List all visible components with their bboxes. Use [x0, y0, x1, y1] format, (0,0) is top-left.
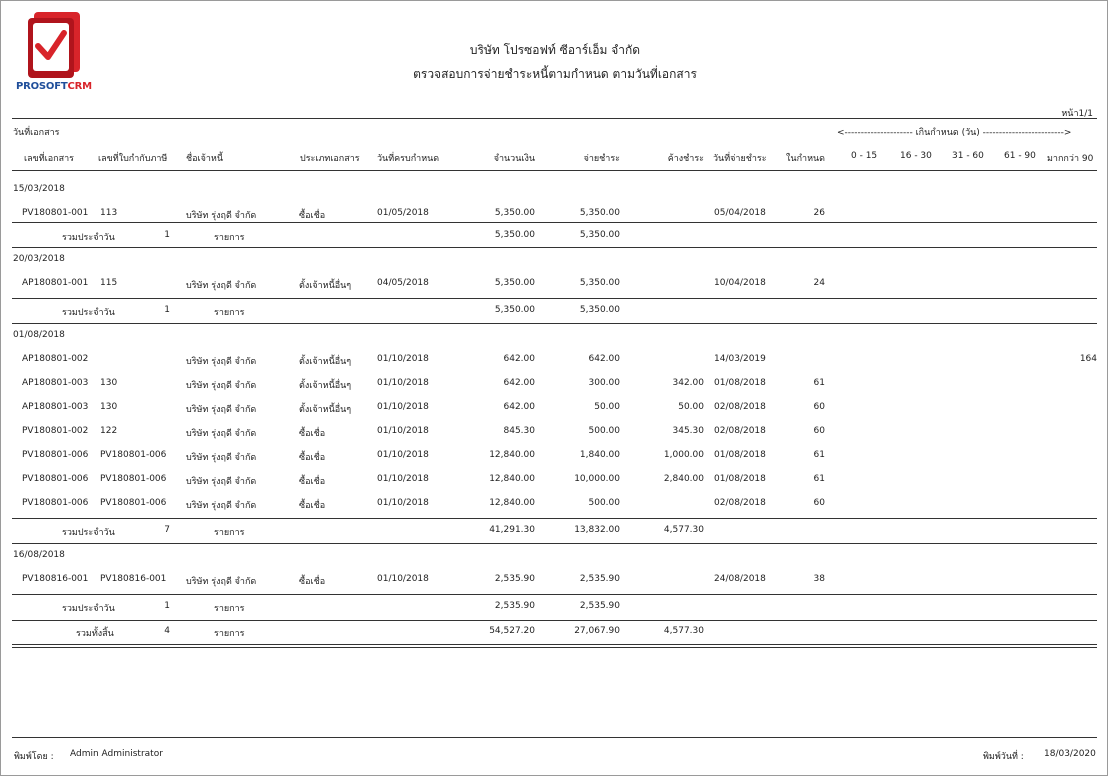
row-amount: 5,350.00: [494, 208, 535, 218]
header-bottom-rule: [12, 170, 1097, 171]
column-overdue-range: <--------------------- เกินกำหนด (วัน) ------------------------->: [837, 128, 1072, 138]
row-doc-no: PV180801-001: [22, 208, 89, 218]
row-creditor: บริษัท รุ่งฤดี จำกัด: [186, 211, 257, 221]
column-overdue-16-30: 16 - 30: [900, 151, 932, 161]
row-within-due: 60: [813, 498, 825, 508]
printed-by-label: พิมพ์โดย :: [14, 752, 54, 762]
row-doc-type: ซื้อเชื่อ: [299, 429, 326, 439]
summary-label: รวมประจำวัน: [62, 308, 115, 318]
grand-total-rule-1: [12, 644, 1097, 645]
row-creditor: บริษัท รุ่งฤดี จำกัด: [186, 577, 257, 587]
row-paid: 5,350.00: [579, 208, 620, 218]
summary-amount: 5,350.00: [494, 305, 535, 315]
row-tax-invoice: PV180801-006: [100, 450, 167, 460]
row-paid: 300.00: [588, 378, 620, 388]
row-paid: 642.00: [588, 354, 620, 364]
row-creditor: บริษัท รุ่งฤดี จำกัด: [186, 501, 257, 511]
print-date-value: 18/03/2020: [1044, 749, 1096, 759]
row-overdue-over-90: 164: [1079, 354, 1097, 364]
summary-amount: 41,291.30: [489, 525, 535, 535]
row-doc-no: PV180801-002: [22, 426, 89, 436]
row-paid: 10,000.00: [574, 474, 620, 484]
row-pay-date: 24/08/2018: [714, 574, 766, 584]
summary-unit: รายการ: [214, 604, 245, 614]
group-bottom-rule: [12, 620, 1097, 621]
row-paid: 5,350.00: [579, 278, 620, 288]
column-tax-invoice: เลขที่ใบกำกับภาษี: [98, 154, 168, 164]
row-paid: 1,840.00: [579, 450, 620, 460]
summary-label: รวมประจำวัน: [62, 528, 115, 538]
row-within-due: 61: [813, 474, 825, 484]
row-amount: 12,840.00: [489, 450, 535, 460]
grand-total-rule-2: [12, 647, 1097, 648]
column-amount: จำนวนเงิน: [493, 154, 535, 164]
grand-total-unit: รายการ: [214, 629, 245, 639]
row-due-date: 01/10/2018: [377, 474, 429, 484]
row-pay-date: 10/04/2018: [714, 278, 766, 288]
column-overdue-31-60: 31 - 60: [952, 151, 984, 161]
column-overdue-0-15: 0 - 15: [851, 151, 878, 161]
row-pay-date: 05/04/2018: [714, 208, 766, 218]
column-overdue-over-90: มากกว่า 90: [1047, 154, 1094, 164]
row-tax-invoice: 130: [100, 378, 118, 388]
column-creditor: ชื่อเจ้าหนี้: [186, 154, 224, 164]
row-due-date: 01/10/2018: [377, 574, 429, 584]
row-pay-date: 02/08/2018: [714, 498, 766, 508]
row-doc-type: ซื้อเชื่อ: [299, 501, 326, 511]
row-amount: 12,840.00: [489, 498, 535, 508]
footer-rule: [12, 737, 1097, 738]
row-doc-no: PV180801-006: [22, 474, 89, 484]
page-number: หน้า1/1: [1061, 109, 1093, 119]
row-within-due: 61: [813, 450, 825, 460]
column-group-date: วันที่เอกสาร: [13, 128, 60, 138]
row-doc-no: PV180816-001: [22, 574, 89, 584]
column-doc-type: ประเภทเอกสาร: [300, 154, 360, 164]
row-tax-invoice: PV180801-006: [100, 474, 167, 484]
report-title: ตรวจสอบการจ่ายชำระหนี้ตามกำหนด ตามวันที่เอกสาร: [413, 67, 697, 81]
row-within-due: 60: [813, 426, 825, 436]
row-outstanding: 345.30: [672, 426, 704, 436]
row-tax-invoice: 113: [100, 208, 118, 218]
row-amount: 642.00: [503, 354, 535, 364]
row-creditor: บริษัท รุ่งฤดี จำกัด: [186, 429, 257, 439]
row-doc-no: PV180801-006: [22, 450, 89, 460]
row-amount: 12,840.00: [489, 474, 535, 484]
summary-unit: รายการ: [214, 528, 245, 538]
row-due-date: 01/10/2018: [377, 450, 429, 460]
summary-amount: 5,350.00: [494, 230, 535, 240]
summary-paid: 2,535.90: [579, 601, 620, 611]
row-pay-date: 01/08/2018: [714, 378, 766, 388]
column-due-date: วันที่ครบกำหนด: [377, 154, 440, 164]
row-creditor: บริษัท รุ่งฤดี จำกัด: [186, 405, 257, 415]
row-doc-type: ซื้อเชื่อ: [299, 211, 326, 221]
row-outstanding: 2,840.00: [663, 474, 704, 484]
row-doc-type: ซื้อเชื่อ: [299, 453, 326, 463]
group-date: 16/08/2018: [13, 550, 65, 560]
row-tax-invoice: 130: [100, 402, 118, 412]
row-tax-invoice: PV180801-006: [100, 498, 167, 508]
row-doc-type: ซื้อเชื่อ: [299, 577, 326, 587]
row-tax-invoice: PV180816-001: [100, 574, 167, 584]
column-doc-no: เลขที่เอกสาร: [24, 154, 74, 164]
group-bottom-rule: [12, 323, 1097, 324]
row-doc-type: ซื้อเชื่อ: [299, 477, 326, 487]
row-pay-date: 01/08/2018: [714, 450, 766, 460]
row-paid: 500.00: [588, 426, 620, 436]
group-date: 01/08/2018: [13, 330, 65, 340]
column-within-due: ในกำหนด: [786, 154, 825, 164]
column-outstanding: ค้างชำระ: [667, 154, 704, 164]
group-date: 20/03/2018: [13, 254, 65, 264]
summary-count: 7: [164, 525, 170, 535]
row-paid: 50.00: [594, 402, 620, 412]
row-paid: 2,535.90: [579, 574, 620, 584]
row-pay-date: 02/08/2018: [714, 402, 766, 412]
row-amount: 642.00: [503, 378, 535, 388]
row-within-due: 60: [813, 402, 825, 412]
row-doc-no: AP180801-002: [22, 354, 89, 364]
row-outstanding: 1,000.00: [663, 450, 704, 460]
summary-label: รวมประจำวัน: [62, 233, 115, 243]
row-doc-no: PV180801-006: [22, 498, 89, 508]
group-bottom-rule: [12, 543, 1097, 544]
summary-count: 1: [164, 305, 170, 315]
row-paid: 500.00: [588, 498, 620, 508]
row-due-date: 01/05/2018: [377, 208, 429, 218]
row-creditor: บริษัท รุ่งฤดี จำกัด: [186, 357, 257, 367]
row-due-date: 01/10/2018: [377, 378, 429, 388]
row-doc-type: ตั้งเจ้าหนี้อื่นๆ: [299, 381, 352, 391]
summary-paid: 13,832.00: [574, 525, 620, 535]
row-doc-no: AP180801-003: [22, 378, 89, 388]
row-amount: 5,350.00: [494, 278, 535, 288]
row-within-due: 24: [813, 278, 825, 288]
row-due-date: 04/05/2018: [377, 278, 429, 288]
group-bottom-rule: [12, 247, 1097, 248]
row-tax-invoice: 115: [100, 278, 118, 288]
group-summary-top-rule: [12, 222, 1097, 223]
row-within-due: 38: [813, 574, 825, 584]
summary-outstanding: 4,577.30: [663, 525, 704, 535]
row-within-due: 61: [813, 378, 825, 388]
grand-total-label: รวมทั้งสิ้น: [76, 629, 114, 639]
summary-count: 1: [164, 230, 170, 240]
company-name: บริษัท โปรซอฟท์ ซีอาร์เอ็ม จำกัด: [469, 43, 641, 57]
row-doc-type: ตั้งเจ้าหนี้อื่นๆ: [299, 405, 352, 415]
summary-unit: รายการ: [214, 233, 245, 243]
summary-paid: 5,350.00: [579, 305, 620, 315]
row-creditor: บริษัท รุ่งฤดี จำกัด: [186, 453, 257, 463]
row-due-date: 01/10/2018: [377, 426, 429, 436]
summary-count: 1: [164, 601, 170, 611]
summary-label: รวมประจำวัน: [62, 604, 115, 614]
group-summary-top-rule: [12, 518, 1097, 519]
column-overdue-61-90: 61 - 90: [1004, 151, 1036, 161]
column-pay-date: วันที่จ่ายชำระ: [713, 154, 767, 164]
header-top-rule: [12, 118, 1097, 119]
row-doc-type: ตั้งเจ้าหนี้อื่นๆ: [299, 357, 352, 367]
row-pay-date: 14/03/2019: [714, 354, 766, 364]
row-creditor: บริษัท รุ่งฤดี จำกัด: [186, 281, 257, 291]
row-doc-no: AP180801-001: [22, 278, 89, 288]
row-within-due: 26: [813, 208, 825, 218]
group-summary-top-rule: [12, 594, 1097, 595]
group-summary-top-rule: [12, 298, 1097, 299]
row-amount: 845.30: [503, 426, 535, 436]
group-date: 15/03/2018: [13, 184, 65, 194]
row-outstanding: 342.00: [672, 378, 704, 388]
grand-total-outstanding: 4,577.30: [663, 626, 704, 636]
grand-total-paid: 27,067.90: [574, 626, 620, 636]
row-due-date: 01/10/2018: [377, 354, 429, 364]
row-creditor: บริษัท รุ่งฤดี จำกัด: [186, 477, 257, 487]
print-date-label: พิมพ์วันที่ :: [983, 752, 1024, 762]
row-pay-date: 01/08/2018: [714, 474, 766, 484]
row-pay-date: 02/08/2018: [714, 426, 766, 436]
printed-by-value: Admin Administrator: [70, 749, 163, 759]
row-doc-no: AP180801-003: [22, 402, 89, 412]
row-outstanding: 50.00: [678, 402, 704, 412]
row-creditor: บริษัท รุ่งฤดี จำกัด: [186, 381, 257, 391]
row-tax-invoice: 122: [100, 426, 118, 436]
summary-amount: 2,535.90: [494, 601, 535, 611]
row-doc-type: ตั้งเจ้าหนี้อื่นๆ: [299, 281, 352, 291]
column-paid: จ่ายชำระ: [583, 154, 620, 164]
grand-total-count: 4: [164, 626, 170, 636]
row-amount: 2,535.90: [494, 574, 535, 584]
grand-total-amount: 54,527.20: [489, 626, 535, 636]
logo-text: PROSOFTCRM: [16, 81, 92, 92]
summary-unit: รายการ: [214, 308, 245, 318]
row-amount: 642.00: [503, 402, 535, 412]
row-due-date: 01/10/2018: [377, 498, 429, 508]
summary-paid: 5,350.00: [579, 230, 620, 240]
row-due-date: 01/10/2018: [377, 402, 429, 412]
